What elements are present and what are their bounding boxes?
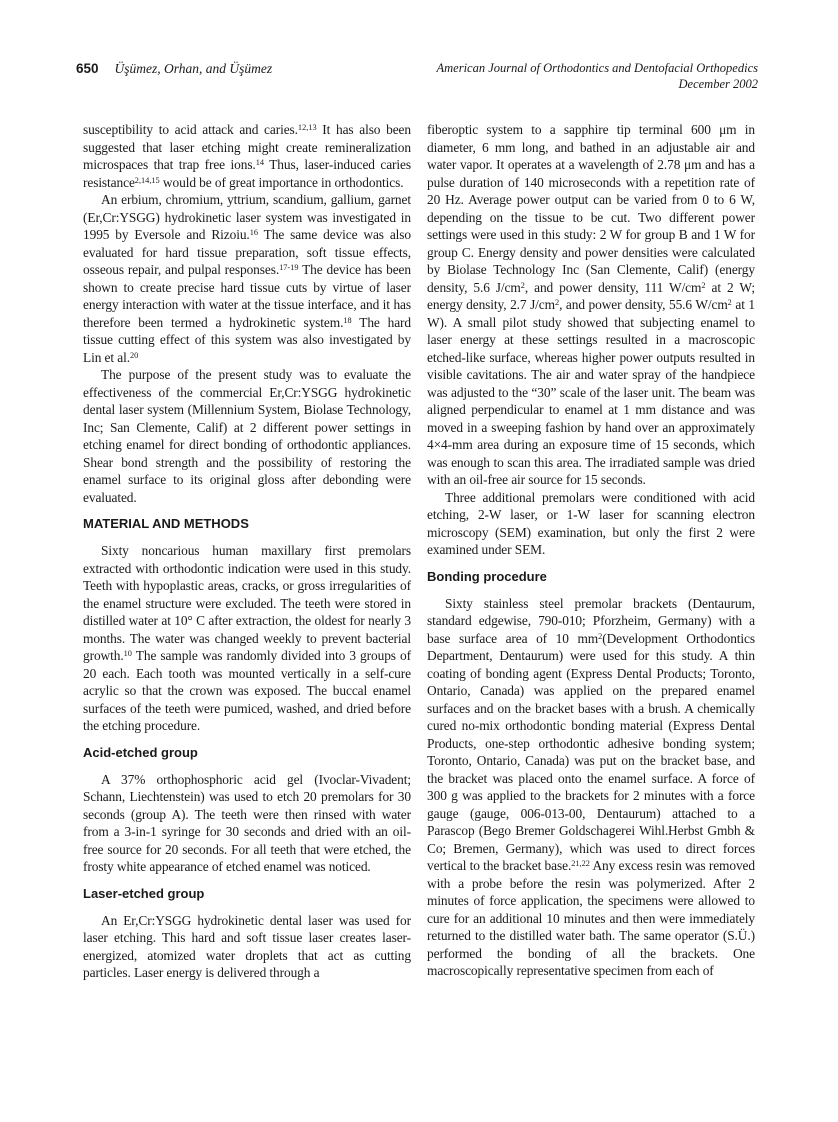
journal-title: American Journal of Orthodontics and Dentofacial Orthopedics (436, 61, 758, 75)
reference-superscript: 10 (123, 649, 132, 659)
running-authors: Üşümez, Orhan, and Üşümez (114, 61, 273, 76)
running-head (76, 60, 758, 92)
paragraph: Sixty noncarious human maxillary first premolars extracted with orthodontic indication were used in this study. Teeth with hypoplastic areas, cracks, or gross irregularities of the enamel structure were excluded. The teeth were stored in distilled water at 10° C after extraction, the oldest for nearly 3 months. The water was changed weekly to prevent bacterial growth.$^{10}$ The sample was randomly divided into 3 groups of 20 each. Each tooth was mounted vertically in a self-cure acrylic so that the crown was exposed. The buccal enamel surfaces of the teeth were pumiced, washed, and dried before the etching procedure. (83, 543, 411, 733)
left-column (83, 121, 411, 982)
reference-superscript: 2 (554, 298, 560, 308)
reference-superscript: 14 (255, 158, 264, 168)
paragraph: Three additional premolars were conditioned with acid etching, 2-W laser, or 1-W laser for scanning electron microscopy (SEM) examination, but only the first 2 were examined under SEM. (427, 489, 755, 557)
subsection-heading: Laser-etched group (83, 885, 205, 901)
reference-superscript: 2 (727, 298, 732, 308)
reference-superscript: 21,22 (571, 859, 590, 869)
reference-superscript: 20 (129, 350, 139, 360)
reference-superscript: 17-19 (279, 263, 299, 273)
reference-superscript: 2 (701, 280, 706, 290)
paragraph: An Er,Cr:YSGG hydrokinetic dental laser was used for laser etching. This hard and soft tissue laser creates laser-energized, atomized water droplets that act as cutting particles. Laser energy is delivered through a (83, 912, 411, 980)
right-column (427, 121, 755, 982)
reference-superscript: 2,14,15 (134, 175, 160, 185)
paragraph: An erbium, chromium, yttrium, scandium, gallium, garnet (Er,Cr:YSGG) hydrokinetic laser system was investigated in 1995 by Eversole and Rizoiu.$^{16}$ The same device was also evaluated for hard tissue preparation, soft tissue effects, osseous repair, and pulpal responses.$^{17-19}$ The device has been shown to create precise hard tissue cuts by virtue of laser energy interaction with water at the tissue interface, and it has therefore been termed a hydrokinetic system.$^{18}$ The hard tissue cutting effect of this system was also investigated by Lin et al.$^{20}$ (83, 192, 412, 365)
paragraph: fiberoptic system to a sapphire tip terminal 600 μm in diameter, 6 mm long, and bathed in an adjustable air and water vapor. It operates at a wavelength of 2.78 μm and has a pulse duration of 140 microseconds with a repetition rate of 20 Hz. Average power output can be varied from 0 to 6 W, depending on the tissue to be cut. Two different power settings were used in this study: 2 W for group B and 1 W for group C. Energy density and power densities were calculated by Biolase Technology Inc (San Clemente, Calif) (energy density, 5.6 $J/cm^2$, and power density, 111 $W/cm^2$ at 2 W; energy density, 2.7 $J/cm^2$, and power density, 55.6 $W/cm^2$ at 1 W). A small pilot study showed that subjecting enamel to laser energy at these settings resulted in a macroscopic etched-like surface, whereas higher power outputs resulted in visible cavitations. The air and water spray of the handpiece was adjusted to the “30” scale of the laser unit. The beam was aligned perpendicular to enamel at 1 mm distance and was moved in a sweeping fashion by hand over an approximately 4×4-mm area during an exposure time of 15 seconds, which was enough to scan this area. The irradiated sample was dried with an oil-free air source for 15 seconds. (427, 122, 755, 487)
page-number: 650 (76, 61, 99, 76)
running-head-right (437, 60, 759, 92)
reference-superscript: 2 (598, 631, 603, 641)
section-heading: MATERIAL AND METHODS (83, 516, 249, 531)
issue-date: December 2002 (678, 77, 758, 91)
reference-superscript: 12,13 (297, 123, 317, 133)
reference-superscript: 2 (520, 280, 525, 290)
paragraph: The purpose of the present study was to evaluate the effectiveness of the commercial Er,Cr:YSGG hydrokinetic dental laser system (Millennium System, Biolase Technology, Inc; San Clemente, Calif) at 2 different power settings in etching enamel for direct bonding of orthodontic appliances. Shear bond strength and the possibility of restoring the enamel surface to its original gloss after debonding were evaluated. (83, 367, 411, 505)
article-body (83, 121, 755, 982)
reference-superscript: 18 (343, 315, 352, 325)
reference-superscript: 16 (249, 228, 258, 238)
paragraph: A 37% orthophosphoric acid gel (Ivoclar-Vivadent; Schann, Liechtenstein) was used to etch 20 premolars for 30 seconds (group A). The teeth were then rinsed with water from a 3-in-1 syringe for 30 seconds and dried with an oil-free source for 20 seconds. For all teeth that were etched, the frosty white appearance of etched enamel was noticed. (83, 771, 411, 874)
subsection-heading: Bonding procedure (427, 568, 547, 584)
paragraph: susceptibility to acid attack and caries.$^{12,13}$ It has also been suggested that laser etching might create remineralization microspaces that trap free ions.$^{14}$ Thus, laser-induced caries resistance$^{2,14,15}$ would be of great importance in orthodontics. (83, 122, 411, 190)
subsection-heading: Acid-etched group (83, 744, 198, 760)
paragraph: Sixty stainless steel premolar brackets (Dentaurum, standard edgewise, 790-010; Pforzheim, Germany) with a base surface area of 10 $mm^2(Development$ Orthodontics Department, Dentaurum) were used for this study. A thin coating of bonding agent (Express Dental Products; Toronto, Ontario, Canada) was applied on the prepared enamel surfaces and on the bracket bases with a brush. A chemically cured no-mix orthodontic bonding material (Express Dental Products, one-step orthodontic adhesive bonding system; Toronto, Ontario, Canada) was put on the bracket base, and the bracket was placed onto the enamel surface. A force of 300 g was applied to the brackets for 2 minutes with a force gauge (gauge, 006-013-00, Dentaurum) attached to a Parascop (Bego Bremer Goldschagerei Wihl.Herbst Gmbh & Co; Bremen, Germany), which was used to direct forces vertical to the bracket base.$^{21,22}$ Any excess resin was removed with a probe before the resin was polymerized. After 2 minutes of force application, the specimens were allowed to cure for an additional 10 minutes and then were immediately returned to the distilled water bath. The same operator (S.Ü.) performed the bonding of all the brackets. One macroscopically representative specimen from each of (427, 595, 755, 978)
running-head-left (76, 60, 272, 78)
